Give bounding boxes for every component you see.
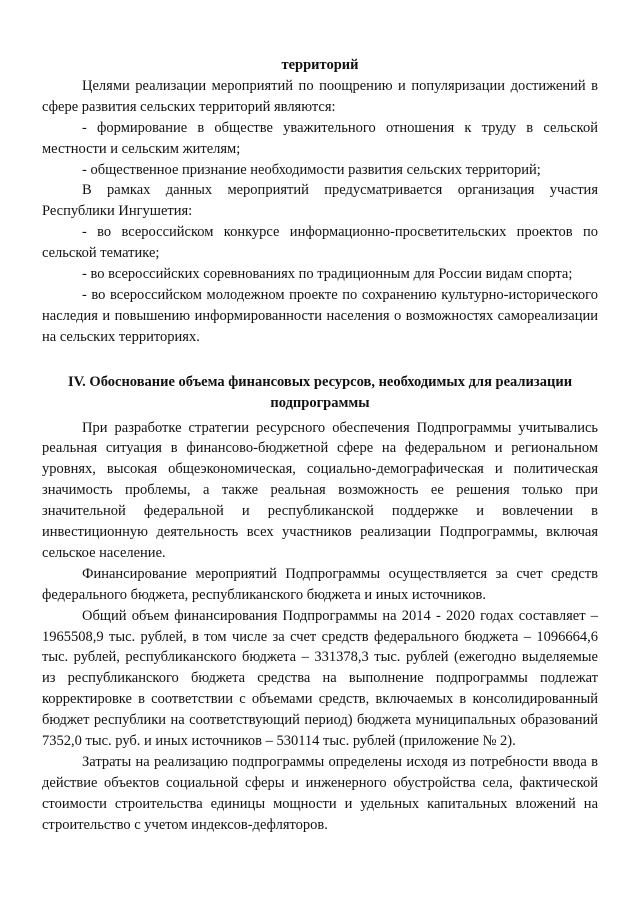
list-item: - во всероссийском молодежном проекте по сохранению культурно-исторического наследия и повышению информированности населения о возможностях самореализации на сельских территориях. xyxy=(42,286,598,345)
list-item: - формирование в обществе уважительного отношения к труду в сельской местности и сельским жителям; xyxy=(42,119,598,157)
list-item: - во всероссийских соревнованиях по традиционным для России видам спорта; xyxy=(82,266,573,283)
paragraph: При разработке стратегии ресурсного обеспечения Подпрограммы учитывались реальная ситуация в финансово-бюджетной сфере на федеральном и региональном уровнях, высокая общеэкономическая, социально-демографическая и политическая значимость проблемы, а также реальная возможность ее решения только при значительной федеральной и республиканской поддержке и вовлечении в инвестиционную деятельность всех участников реализации Подпрограммы, включая сельское население. xyxy=(42,419,598,561)
paragraph: Общий объем финансирования Подпрограммы на 2014 - 2020 годах составляет – 1965508,9 тыс. рублей, в том числе за счет средств федерального бюджета – 1096664,6 тыс. рублей, республиканского бюджета – 331378,3 тыс. рублей (ежегодно выделяемые из республиканского бюджета средства на выполнение подпрограммы подлежат корректировке в соответствии с объемами средств, включаемых в консолидированный бюджет республики на соответствующий период) бюджета муниципальных образований 7352,0 тыс. руб. и иных источников – 530114 тыс. рублей (приложение № 2). xyxy=(42,607,598,750)
section-heading: IV. Обоснование объема финансовых ресурсов, необходимых для реализации подпрограммы xyxy=(67,373,573,411)
paragraph: В рамках данных мероприятий предусматривается организация участия Республики Ингушетия: xyxy=(42,182,598,220)
paragraph: Целями реализации мероприятий по поощрению и популяризации достижений в сфере развития сельских территорий являются: xyxy=(42,77,598,115)
section-spacer xyxy=(42,348,598,372)
page-heading: территорий xyxy=(281,57,359,73)
list-item: - во всероссийском конкурсе информационно-просветительских проектов по сельской тематике; xyxy=(42,224,598,262)
paragraph: Затраты на реализацию подпрограммы определены исходя из потребности ввода в действие объектов социальной сферы и инженерного обустройства села, фактической стоимости строительства единицы мощности и удельных капитальных вложений на строительство с учетом индексов-дефляторов. xyxy=(42,754,598,833)
paragraph: Финансирование мероприятий Подпрограммы осуществляется за счет средств федерального бюджета, республиканского бюджета и иных источников. xyxy=(42,565,598,603)
list-item: - общественное признание необходимости развития сельских территорий; xyxy=(82,161,541,178)
